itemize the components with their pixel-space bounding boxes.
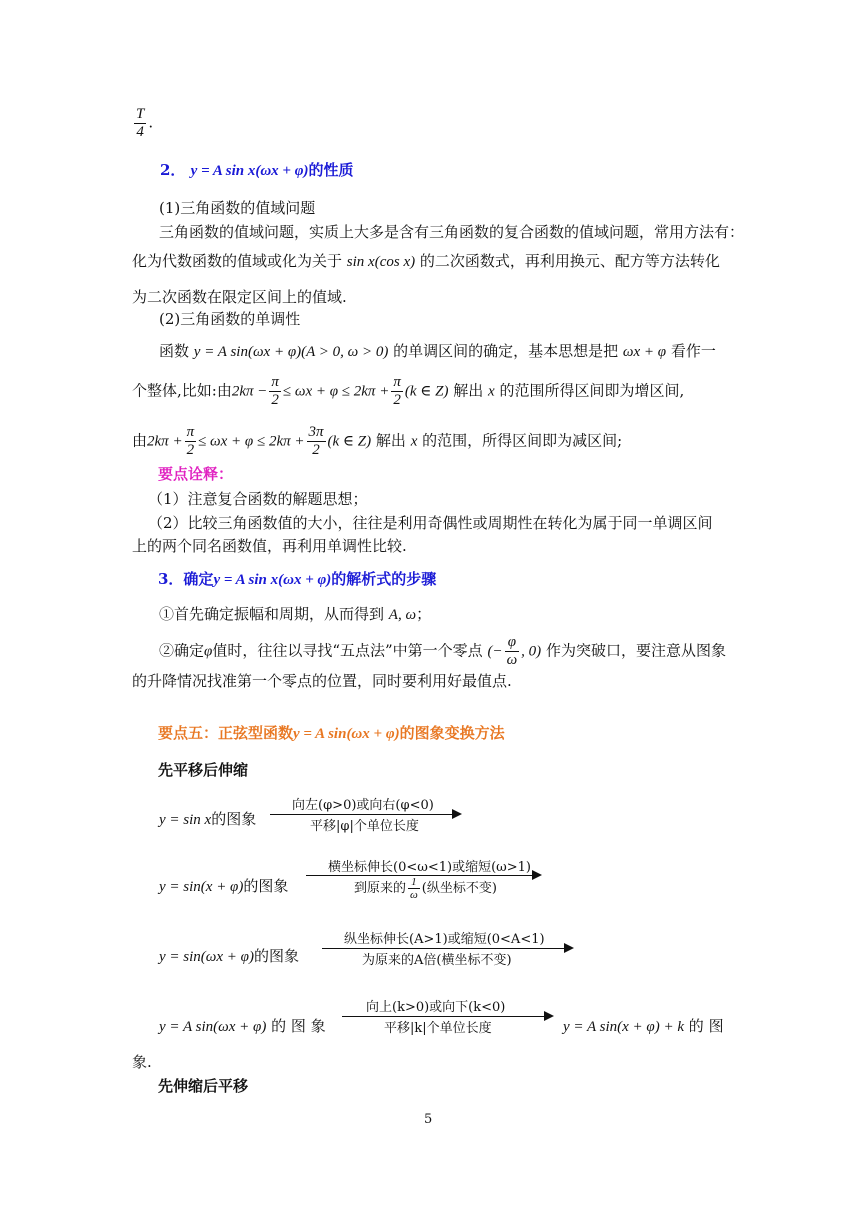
arrow-top-label: 横坐标伸长(0<ω<1)或缩短(ω>1) <box>328 860 531 875</box>
note-item: （2）比较三角函数值的大小，往往是利用奇偶性或周期性在转化为属于同一单调区间 <box>148 514 713 532</box>
text: 的图象 <box>243 877 289 895</box>
math: y = A sin(ωx + φ) <box>293 726 400 742</box>
transform-row-4-tail: 象. <box>132 1053 152 1071</box>
math: y = sin x <box>159 812 212 828</box>
math: y = sin(x + φ) <box>159 879 244 895</box>
math: ≤ ωx + φ ≤ 2kπ + <box>198 433 305 450</box>
transform-arrow-1 <box>270 794 462 834</box>
note-heading: 要点诠释： <box>158 465 234 483</box>
paragraph: ②确定φ值时，往往以寻找“五点法”中第一个零点 (− $\frac{\varphi}{\omega}$ , 0) 作为突破口，要注意从图象 <box>159 634 726 668</box>
paragraph <box>132 250 720 273</box>
subsection-2-heading: (2)三角函数的单调性 <box>159 310 301 328</box>
method-1-heading: 先平移后伸缩 <box>158 761 249 779</box>
text: 的解析式的步骤 <box>331 570 437 588</box>
math: ≤ ωx + φ ≤ 2kπ + <box>282 383 390 400</box>
frac-den: ω <box>410 889 418 901</box>
fraction <box>307 424 326 459</box>
transform-row-3-source <box>159 945 299 968</box>
arrow-head-icon <box>532 870 542 880</box>
section-5-heading <box>158 722 505 745</box>
arrow-bottom-label: 为原来的A倍(横坐标不变) <box>362 953 512 968</box>
text: 个整体,比如:由 <box>132 381 232 400</box>
frac-den: 2 <box>312 442 320 458</box>
frac-num: π <box>393 374 401 390</box>
math: y = A sin(x + φ) + k <box>563 1019 685 1035</box>
text: 解出 <box>375 431 406 450</box>
frac-den: 2 <box>271 392 279 408</box>
frac-den: 2 <box>186 442 195 458</box>
paragraph: 三角函数的值域问题，实质上大多是含有三角函数的复合函数的值域问题，常用方法有： <box>159 223 745 241</box>
math: (k ∈ Z) <box>404 383 449 400</box>
text: ②确定 <box>159 641 205 660</box>
text: 由 <box>132 431 148 450</box>
arrow-bottom-label: 平移|k|个单位长度 <box>384 1021 492 1036</box>
transform-arrow-2 <box>306 856 542 908</box>
text: 的 图 象 <box>271 1017 326 1035</box>
text: 的图象 <box>253 947 299 965</box>
arrow-top-label: 向左(φ>0)或向右(φ<0) <box>292 798 434 813</box>
paragraph: 的升降情况找准第一个零点的位置，同时要利用好最值点. <box>132 672 512 690</box>
text: 3．确定 <box>158 570 214 588</box>
text: 的单调区间的确定，基本思想是把 <box>393 342 619 360</box>
page-number: 5 <box>424 1112 433 1127</box>
text: 的图象变换方法 <box>399 724 505 742</box>
text: (纵坐标不变) <box>421 881 497 896</box>
transform-row-4-source <box>159 1015 326 1038</box>
section-formula: y = A sin x(ωx + φ) <box>190 163 309 179</box>
transform-row-4-result <box>563 1015 724 1038</box>
frac-num: 1 <box>408 876 420 889</box>
math: y = A sin(ωx + φ)(A > 0, ω > 0) <box>193 344 389 360</box>
fraction <box>408 876 420 901</box>
arrow-top-label: 向上(k>0)或向下(k<0) <box>366 1000 506 1015</box>
math: y = sin(ωx + φ) <box>159 949 254 965</box>
paragraph <box>159 603 431 626</box>
math: x <box>488 383 495 400</box>
text: 到原来的 <box>354 881 407 896</box>
frac-den: ω <box>506 652 518 668</box>
frac-den: 2 <box>393 392 401 408</box>
paragraph <box>132 374 684 409</box>
section-3-heading <box>158 568 436 591</box>
frac-num: π <box>271 374 279 390</box>
frac-den: 4 <box>136 124 144 140</box>
math: sin x(cos x) <box>346 254 416 270</box>
frac-num: T <box>136 106 145 122</box>
frac-num: 3π <box>308 424 324 440</box>
paragraph <box>159 340 716 363</box>
text: 要点五：正弦型函数 <box>158 724 294 742</box>
note-item: 上的两个同名函数值，再利用单调性比较. <box>132 537 407 555</box>
text: 看作一 <box>670 342 716 360</box>
arrow-top-label: 纵坐标伸长(A>1)或缩短(0<A<1) <box>344 932 545 947</box>
arrow-bottom-label <box>354 876 497 901</box>
math: y = A sin x(ωx + φ) <box>213 572 332 588</box>
section-suffix: 的性质 <box>308 161 354 179</box>
math: y = A sin(ωx + φ) <box>159 1019 267 1035</box>
math: x <box>410 433 418 450</box>
text: 解出 <box>453 381 484 400</box>
paragraph <box>132 424 622 459</box>
method-2-heading: 先伸缩后平移 <box>158 1077 249 1095</box>
fraction <box>185 424 197 459</box>
fraction-t-over-4 <box>132 106 153 141</box>
text: 的二次函数式，再利用换元、配方等方法转化 <box>419 252 720 270</box>
arrow-head-icon <box>452 809 462 819</box>
transform-row-1-source <box>159 808 256 831</box>
math: (k ∈ Z) <box>327 433 372 450</box>
text: 作为突破口，要注意从图象 <box>545 641 726 660</box>
text: 函数 <box>159 342 190 360</box>
text: 的范围，所得区间即为减区间; <box>422 431 623 450</box>
frac-num: φ <box>505 634 520 652</box>
subsection-1-heading: (1)三角函数的值域问题 <box>159 199 316 217</box>
frac-tail: . <box>148 113 154 132</box>
math: ωx + φ <box>622 344 667 360</box>
arrow-bottom-label: 平移|φ|个单位长度 <box>310 819 419 834</box>
text: 值时，往往以寻找“五点法”中第一个零点 <box>212 641 483 660</box>
section-2-heading <box>160 159 354 182</box>
fraction <box>505 634 520 669</box>
math: 2kπ − <box>231 383 268 400</box>
fraction <box>269 374 281 409</box>
math: A, ω <box>388 607 417 623</box>
note-item: （1）注意复合函数的解题思想； <box>148 490 368 508</box>
fraction <box>391 374 403 409</box>
transform-arrow-4 <box>342 996 554 1038</box>
section-number: 2． <box>160 161 186 179</box>
frac-num: π <box>186 424 195 440</box>
math: 2kπ + <box>147 433 183 450</box>
arrow-head-icon <box>544 1011 554 1021</box>
text: 的 图 <box>688 1017 724 1035</box>
transform-row-2-source <box>159 875 288 898</box>
text: ； <box>416 605 432 623</box>
transform-arrow-3 <box>322 928 574 970</box>
math: φ <box>204 643 213 660</box>
paragraph: 为二次函数在限定区间上的值域. <box>132 288 347 306</box>
text: 化为代数函数的值域或化为关于 <box>132 252 343 270</box>
arrow-head-icon <box>564 943 574 953</box>
text: 的范围所得区间即为增区间, <box>499 381 685 400</box>
text: 的图象 <box>211 810 257 828</box>
text: ①首先确定振幅和周期，从而得到 <box>159 605 385 623</box>
